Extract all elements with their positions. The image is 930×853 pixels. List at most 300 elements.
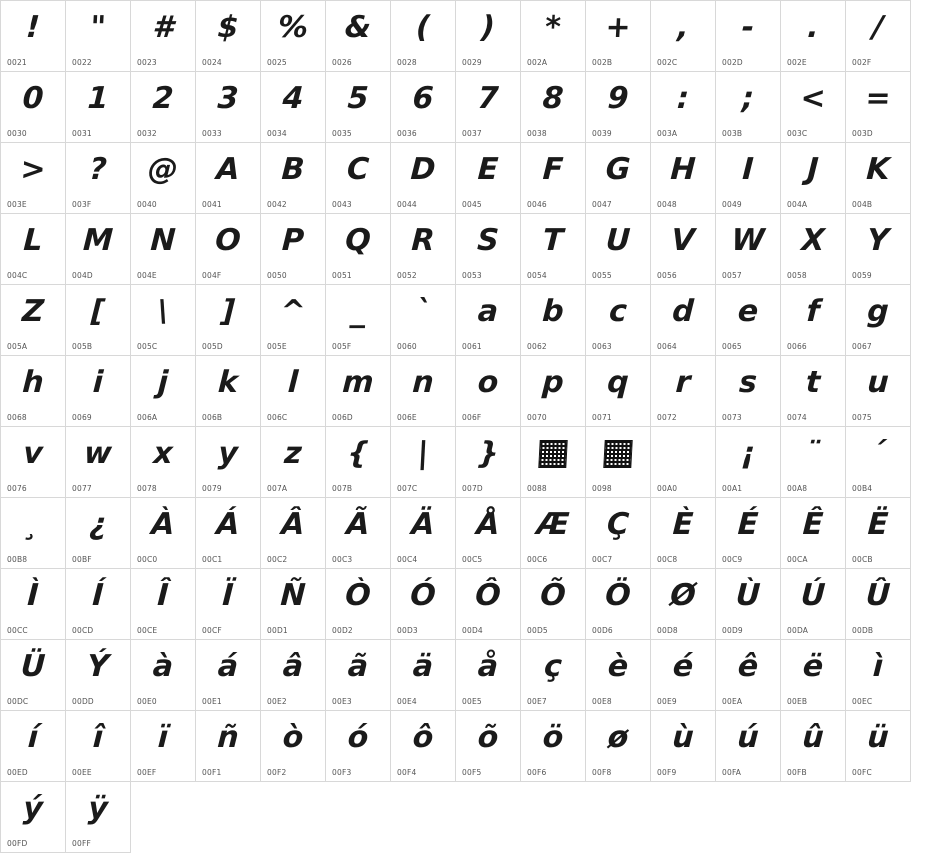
- glyph-codepoint: 00C9: [722, 554, 743, 564]
- glyph-cell[interactable]: [326, 569, 391, 640]
- glyph-cell[interactable]: [391, 640, 456, 711]
- glyph-cell[interactable]: [326, 72, 391, 143]
- glyph-cell[interactable]: [261, 72, 326, 143]
- glyph-codepoint: 0028: [397, 57, 417, 67]
- glyph-character: R: [410, 223, 436, 258]
- glyph-character: ó: [346, 720, 370, 755]
- glyph-codepoint: 00F8: [592, 767, 612, 777]
- glyph-character: P: [281, 223, 305, 258]
- glyph-cell[interactable]: [66, 569, 131, 640]
- glyph-codepoint: 00D4: [462, 625, 483, 635]
- glyph-character: =: [864, 81, 892, 116]
- glyph-cell-empty: [521, 782, 586, 853]
- glyph-codepoint: 0063: [592, 341, 612, 351]
- glyph-cell[interactable]: [521, 569, 586, 640]
- glyph-character: j: [156, 365, 170, 400]
- glyph-codepoint: 00F3: [332, 767, 352, 777]
- glyph-cell[interactable]: [586, 285, 651, 356]
- glyph-character: :: [676, 81, 690, 116]
- glyph-cell[interactable]: [456, 1, 521, 72]
- glyph-codepoint: 00D1: [267, 625, 288, 635]
- glyph-cell[interactable]: [586, 640, 651, 711]
- glyph-codepoint: 0036: [397, 128, 417, 138]
- glyph-codepoint: 00C4: [397, 554, 418, 564]
- glyph-cell[interactable]: [131, 427, 196, 498]
- glyph-cell[interactable]: [196, 356, 261, 427]
- glyph-character: `: [414, 294, 432, 329]
- glyph-cell[interactable]: [196, 427, 261, 498]
- glyph-codepoint: 0051: [332, 270, 352, 280]
- glyph-character: Ü: [19, 649, 47, 684]
- glyph-cell[interactable]: [261, 356, 326, 427]
- glyph-character: [651, 427, 716, 481]
- glyph-cell[interactable]: [131, 640, 196, 711]
- glyph-cell[interactable]: [716, 143, 781, 214]
- glyph-character: Î: [156, 578, 170, 613]
- glyph-cell[interactable]: [456, 285, 521, 356]
- glyph-codepoint: 003B: [722, 128, 743, 138]
- glyph-cell[interactable]: [846, 569, 911, 640]
- glyph-cell-empty: [391, 782, 456, 853]
- glyph-character: x: [152, 436, 174, 471]
- glyph-cell[interactable]: [261, 285, 326, 356]
- glyph-character: ö: [541, 720, 565, 755]
- glyph-codepoint: 00D8: [657, 625, 678, 635]
- glyph-character: 8: [541, 81, 565, 116]
- glyph-cell[interactable]: [196, 143, 261, 214]
- glyph-cell[interactable]: [846, 427, 911, 498]
- glyph-character: M: [82, 223, 114, 258]
- glyph-cell[interactable]: [131, 356, 196, 427]
- glyph-cell[interactable]: [846, 72, 911, 143]
- glyph-cell-empty: [456, 782, 521, 853]
- glyph-cell[interactable]: [651, 498, 716, 569]
- glyph-codepoint: 0068: [7, 412, 27, 422]
- glyph-cell[interactable]: [716, 711, 781, 782]
- glyph-codepoint: 0077: [72, 483, 92, 493]
- glyph-cell[interactable]: [586, 143, 651, 214]
- glyph-codepoint: 0074: [787, 412, 807, 422]
- glyph-cell[interactable]: [1, 356, 66, 427]
- glyph-character: /: [871, 10, 885, 45]
- glyph-cell[interactable]: [716, 356, 781, 427]
- glyph-codepoint: 0032: [137, 128, 157, 138]
- glyph-cell[interactable]: [521, 214, 586, 285]
- glyph-cell[interactable]: [456, 640, 521, 711]
- glyph-cell[interactable]: [66, 285, 131, 356]
- glyph-cell[interactable]: [131, 569, 196, 640]
- glyph-character: 1: [86, 81, 110, 116]
- glyph-codepoint: 00A1: [722, 483, 743, 493]
- glyph-cell[interactable]: [521, 143, 586, 214]
- glyph-cell[interactable]: [261, 569, 326, 640]
- glyph-cell[interactable]: [66, 1, 131, 72]
- glyph-cell[interactable]: [326, 285, 391, 356]
- glyph-character: ´: [869, 436, 887, 471]
- glyph-codepoint: 007B: [332, 483, 353, 493]
- glyph-character: S: [476, 223, 500, 258]
- glyph-cell[interactable]: [651, 427, 716, 498]
- glyph-cell[interactable]: [391, 711, 456, 782]
- glyph-cell[interactable]: [781, 498, 846, 569]
- glyph-cell[interactable]: [651, 1, 716, 72]
- glyph-cell[interactable]: [456, 569, 521, 640]
- glyph-cell[interactable]: [66, 427, 131, 498]
- glyph-character: ;: [741, 81, 755, 116]
- glyph-codepoint: 00C6: [527, 554, 548, 564]
- glyph-character: L: [22, 223, 44, 258]
- glyph-codepoint: 00C5: [462, 554, 483, 564]
- glyph-character: ?: [88, 152, 108, 187]
- glyph-cell[interactable]: [781, 711, 846, 782]
- glyph-cell[interactable]: [196, 214, 261, 285]
- glyph-cell[interactable]: [781, 427, 846, 498]
- glyph-codepoint: 0072: [657, 412, 677, 422]
- glyph-cell[interactable]: [391, 427, 456, 498]
- glyph-cell[interactable]: [716, 72, 781, 143]
- glyph-character: ê: [736, 649, 760, 684]
- glyph-cell[interactable]: [1, 143, 66, 214]
- glyph-codepoint: 00D6: [592, 625, 613, 635]
- glyph-cell[interactable]: [66, 72, 131, 143]
- glyph-cell[interactable]: [131, 72, 196, 143]
- glyph-codepoint: 0040: [137, 199, 157, 209]
- glyph-cell[interactable]: [1, 569, 66, 640]
- glyph-character: Û: [864, 578, 892, 613]
- glyph-codepoint: 0057: [722, 270, 742, 280]
- glyph-codepoint: 00EA: [722, 696, 743, 706]
- glyph-character: 0: [21, 81, 45, 116]
- glyph-codepoint: 00BF: [72, 554, 92, 564]
- glyph-cell[interactable]: [66, 711, 131, 782]
- glyph-character: N: [149, 223, 177, 258]
- glyph-codepoint: 002C: [657, 57, 678, 67]
- glyph-character: C: [346, 152, 370, 187]
- glyph-cell[interactable]: [391, 1, 456, 72]
- glyph-cell[interactable]: [131, 498, 196, 569]
- glyph-cell[interactable]: [456, 711, 521, 782]
- glyph-cell[interactable]: [521, 285, 586, 356]
- glyph-cell[interactable]: [651, 711, 716, 782]
- glyph-codepoint: 0046: [527, 199, 547, 209]
- glyph-cell[interactable]: [196, 285, 261, 356]
- glyph-cell[interactable]: [586, 569, 651, 640]
- glyph-codepoint: 006D: [332, 412, 353, 422]
- glyph-codepoint: 005D: [202, 341, 223, 351]
- glyph-cell[interactable]: [66, 782, 131, 853]
- glyph-character: Ô: [474, 578, 502, 613]
- glyph-character: U: [604, 223, 632, 258]
- glyph-character: F: [541, 152, 565, 187]
- glyph-cell[interactable]: [391, 569, 456, 640]
- glyph-character: A: [215, 152, 241, 187]
- glyph-cell[interactable]: [846, 214, 911, 285]
- glyph-cell[interactable]: [261, 498, 326, 569]
- glyph-cell[interactable]: [586, 427, 651, 498]
- glyph-cell[interactable]: [326, 356, 391, 427]
- glyph-cell[interactable]: [521, 711, 586, 782]
- glyph-cell[interactable]: [651, 569, 716, 640]
- glyph-character: Å: [475, 507, 501, 542]
- glyph-cell[interactable]: [131, 285, 196, 356]
- glyph-codepoint: 0076: [7, 483, 27, 493]
- glyph-cell[interactable]: [196, 569, 261, 640]
- glyph-cell[interactable]: [716, 214, 781, 285]
- glyph-cell[interactable]: [391, 356, 456, 427]
- glyph-cell[interactable]: [326, 711, 391, 782]
- glyph-cell[interactable]: [846, 498, 911, 569]
- glyph-character: n: [411, 365, 435, 400]
- glyph-cell[interactable]: [196, 640, 261, 711]
- glyph-codepoint: 0026: [332, 57, 352, 67]
- glyph-cell[interactable]: [651, 285, 716, 356]
- glyph-cell[interactable]: [521, 640, 586, 711]
- glyph-codepoint: 00F2: [267, 767, 287, 777]
- glyph-cell[interactable]: [1, 711, 66, 782]
- glyph-cell[interactable]: [651, 356, 716, 427]
- glyph-cell[interactable]: [66, 498, 131, 569]
- glyph-cell[interactable]: [651, 214, 716, 285]
- glyph-cell[interactable]: [586, 72, 651, 143]
- glyph-codepoint: 00E9: [657, 696, 677, 706]
- glyph-character: k: [217, 365, 239, 400]
- glyph-character: z: [283, 436, 303, 471]
- glyph-character: <: [799, 81, 827, 116]
- glyph-cell[interactable]: [521, 498, 586, 569]
- glyph-character: å: [476, 649, 500, 684]
- glyph-character: î: [91, 720, 105, 755]
- glyph-character: í: [26, 720, 40, 755]
- glyph-character: e: [736, 294, 760, 329]
- glyph-codepoint: 00FD: [7, 838, 28, 848]
- glyph-cell[interactable]: [651, 640, 716, 711]
- glyph-cell[interactable]: [716, 427, 781, 498]
- glyph-codepoint: 0024: [202, 57, 222, 67]
- glyph-cell[interactable]: [781, 356, 846, 427]
- glyph-cell[interactable]: [716, 285, 781, 356]
- glyph-cell[interactable]: [781, 640, 846, 711]
- glyph-cell[interactable]: [456, 143, 521, 214]
- glyph-codepoint: 0052: [397, 270, 417, 280]
- glyph-character: ü: [866, 720, 890, 755]
- glyph-cell[interactable]: [131, 214, 196, 285]
- glyph-cell[interactable]: [521, 427, 586, 498]
- glyph-character: d: [671, 294, 695, 329]
- glyph-codepoint: 002A: [527, 57, 548, 67]
- glyph-cell-empty: [716, 782, 781, 853]
- glyph-character: ÿ: [87, 791, 109, 826]
- glyph-cell[interactable]: [651, 72, 716, 143]
- glyph-character: È: [671, 507, 695, 542]
- glyph-cell[interactable]: [261, 1, 326, 72]
- glyph-cell[interactable]: [326, 498, 391, 569]
- glyph-character: ]: [220, 294, 236, 329]
- glyph-codepoint: 00D9: [722, 625, 743, 635]
- glyph-cell[interactable]: [846, 1, 911, 72]
- glyph-character: è: [606, 649, 630, 684]
- glyph-cell[interactable]: [261, 711, 326, 782]
- glyph-cell[interactable]: [1, 427, 66, 498]
- glyph-cell[interactable]: [131, 1, 196, 72]
- glyph-cell[interactable]: [456, 498, 521, 569]
- glyph-cell[interactable]: [1, 285, 66, 356]
- glyph-codepoint: 00FF: [72, 838, 91, 848]
- glyph-codepoint: 003C: [787, 128, 808, 138]
- glyph-cell[interactable]: [196, 72, 261, 143]
- glyph-cell[interactable]: [66, 143, 131, 214]
- notdef-box-icon: [538, 440, 567, 468]
- glyph-character: o: [476, 365, 500, 400]
- glyph-cell[interactable]: [1, 1, 66, 72]
- glyph-cell[interactable]: [1, 782, 66, 853]
- glyph-codepoint: 004C: [7, 270, 28, 280]
- glyph-cell[interactable]: [66, 356, 131, 427]
- glyph-cell[interactable]: [846, 143, 911, 214]
- glyph-cell[interactable]: [456, 72, 521, 143]
- glyph-cell[interactable]: [326, 1, 391, 72]
- glyph-codepoint: 00C2: [267, 554, 288, 564]
- glyph-cell[interactable]: [261, 640, 326, 711]
- glyph-character: v: [22, 436, 44, 471]
- glyph-cell[interactable]: [326, 214, 391, 285]
- glyph-cell[interactable]: [586, 356, 651, 427]
- glyph-cell[interactable]: [521, 1, 586, 72]
- glyph-cell[interactable]: [846, 356, 911, 427]
- glyph-cell[interactable]: [846, 285, 911, 356]
- glyph-character: Æ: [535, 507, 571, 542]
- glyph-codepoint: 0041: [202, 199, 222, 209]
- glyph-codepoint: 00CD: [72, 625, 94, 635]
- glyph-cell[interactable]: [521, 356, 586, 427]
- glyph-cell[interactable]: [1, 214, 66, 285]
- glyph-cell[interactable]: [391, 498, 456, 569]
- glyph-cell[interactable]: [586, 214, 651, 285]
- glyph-cell[interactable]: [716, 640, 781, 711]
- glyph-cell[interactable]: [326, 143, 391, 214]
- glyph-cell[interactable]: [586, 1, 651, 72]
- glyph-codepoint: 00E8: [592, 696, 612, 706]
- glyph-cell[interactable]: [1, 640, 66, 711]
- glyph-character: õ: [476, 720, 500, 755]
- glyph-cell[interactable]: [781, 143, 846, 214]
- glyph-character: ñ: [216, 720, 240, 755]
- glyph-cell[interactable]: [716, 569, 781, 640]
- glyph-codepoint: 0071: [592, 412, 612, 422]
- glyph-cell[interactable]: [846, 640, 911, 711]
- glyph-cell[interactable]: [456, 214, 521, 285]
- glyph-cell[interactable]: [131, 143, 196, 214]
- glyph-cell-empty: [261, 782, 326, 853]
- glyph-character: t: [804, 365, 822, 400]
- glyph-codepoint: 00DC: [7, 696, 29, 706]
- glyph-cell[interactable]: [846, 711, 911, 782]
- glyph-cell[interactable]: [391, 72, 456, 143]
- glyph-character: @: [147, 152, 179, 187]
- glyph-cell[interactable]: [66, 640, 131, 711]
- glyph-character: ô: [411, 720, 435, 755]
- glyph-cell[interactable]: [456, 427, 521, 498]
- glyph-cell[interactable]: [131, 711, 196, 782]
- glyph-codepoint: 003E: [7, 199, 27, 209]
- glyph-cell[interactable]: [1, 72, 66, 143]
- glyph-codepoint: 002F: [852, 57, 872, 67]
- glyph-cell[interactable]: [781, 285, 846, 356]
- glyph-character: _: [349, 294, 367, 329]
- glyph-codepoint: 0033: [202, 128, 222, 138]
- glyph-cell[interactable]: [261, 143, 326, 214]
- glyph-character: ã: [346, 649, 370, 684]
- glyph-cell[interactable]: [391, 214, 456, 285]
- glyph-cell[interactable]: [586, 498, 651, 569]
- glyph-cell[interactable]: [261, 427, 326, 498]
- glyph-codepoint: 00E0: [137, 696, 157, 706]
- glyph-character: #: [151, 10, 175, 45]
- glyph-character: !: [25, 10, 41, 45]
- glyph-codepoint: 00ED: [7, 767, 28, 777]
- glyph-cell[interactable]: [391, 143, 456, 214]
- glyph-codepoint: 0079: [202, 483, 222, 493]
- glyph-codepoint: 00FA: [722, 767, 742, 777]
- glyph-codepoint: 0037: [462, 128, 482, 138]
- glyph-cell[interactable]: [66, 214, 131, 285]
- glyph-character: b: [541, 294, 565, 329]
- glyph-cell[interactable]: [781, 1, 846, 72]
- glyph-cell[interactable]: [781, 569, 846, 640]
- glyph-character: É: [736, 507, 760, 542]
- glyph-cell-empty: [781, 782, 846, 853]
- glyph-codepoint: 0031: [72, 128, 92, 138]
- glyph-cell[interactable]: [521, 72, 586, 143]
- glyph-codepoint: 00F9: [657, 767, 677, 777]
- glyph-cell[interactable]: [781, 72, 846, 143]
- glyph-cell[interactable]: [261, 214, 326, 285]
- glyph-cell[interactable]: [586, 711, 651, 782]
- glyph-cell[interactable]: [781, 214, 846, 285]
- glyph-cell[interactable]: [651, 143, 716, 214]
- glyph-cell[interactable]: [196, 711, 261, 782]
- glyph-cell[interactable]: [391, 285, 456, 356]
- glyph-character: |: [416, 436, 430, 471]
- glyph-codepoint: 003D: [852, 128, 873, 138]
- glyph-cell[interactable]: [196, 1, 261, 72]
- glyph-cell[interactable]: [456, 356, 521, 427]
- glyph-cell[interactable]: [196, 498, 261, 569]
- glyph-cell[interactable]: [326, 427, 391, 498]
- glyph-codepoint: 0023: [137, 57, 157, 67]
- glyph-character: ": [89, 10, 107, 45]
- glyph-codepoint: 0075: [852, 412, 872, 422]
- glyph-character: é: [671, 649, 695, 684]
- glyph-codepoint: 00CA: [787, 554, 808, 564]
- glyph-codepoint: 0065: [722, 341, 742, 351]
- glyph-character: ¡: [740, 436, 756, 471]
- glyph-character: À: [150, 507, 176, 542]
- glyph-cell[interactable]: [1, 498, 66, 569]
- glyph-character: I: [741, 152, 755, 187]
- glyph-character: ï: [156, 720, 170, 755]
- glyph-character: -: [740, 10, 756, 45]
- glyph-cell[interactable]: [716, 1, 781, 72]
- glyph-character: û: [801, 720, 825, 755]
- glyph-cell[interactable]: [326, 640, 391, 711]
- glyph-character: à: [151, 649, 175, 684]
- glyph-character: r: [674, 365, 692, 400]
- glyph-cell-empty: [846, 782, 911, 853]
- glyph-codepoint: 00B4: [852, 483, 873, 493]
- glyph-codepoint: 0038: [527, 128, 547, 138]
- glyph-cell[interactable]: [716, 498, 781, 569]
- glyph-codepoint: 002D: [722, 57, 743, 67]
